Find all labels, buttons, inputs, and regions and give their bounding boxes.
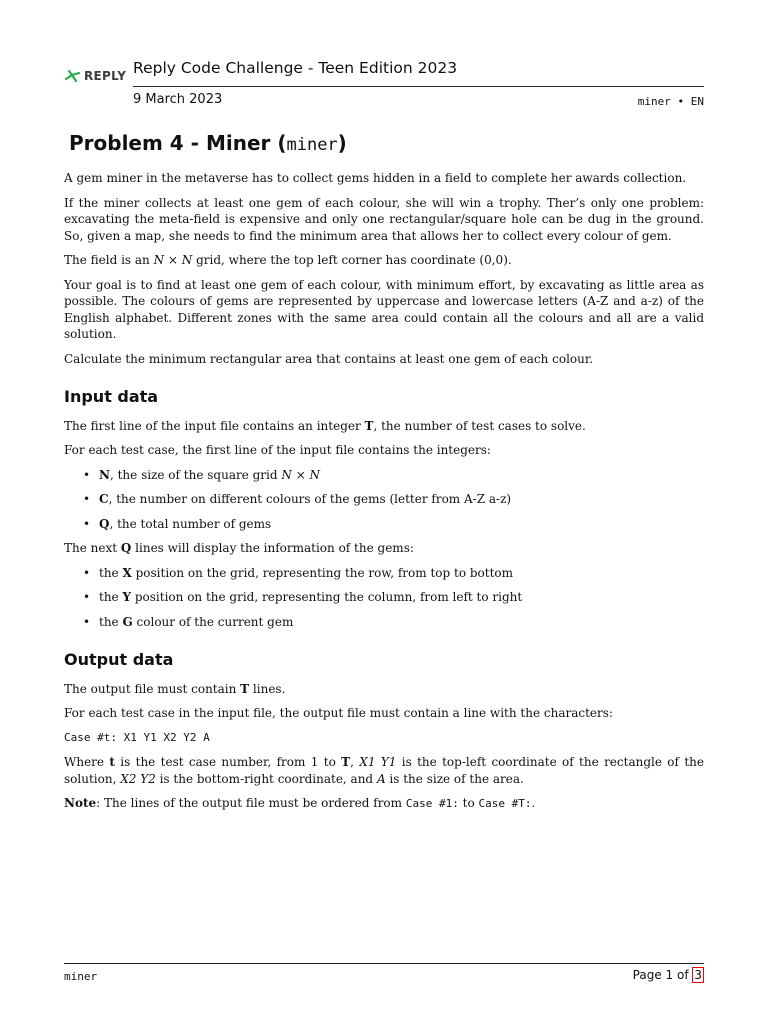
text: lines. xyxy=(249,681,286,696)
bold-var: G xyxy=(122,614,133,629)
text: lines will display the information of the gems: xyxy=(131,541,414,555)
text: The first line of the input file contains an integer xyxy=(64,418,365,433)
inline-code: Case #1: xyxy=(405,797,459,810)
text: , the size of the square grid xyxy=(109,467,282,482)
list-item xyxy=(64,516,704,533)
logo-text: REPLY xyxy=(84,69,127,83)
output-paragraph-1 xyxy=(64,681,704,698)
bold-var: Q xyxy=(120,541,132,555)
title-code: miner xyxy=(286,135,338,155)
intro-paragraph-2: If the miner collects at least one gem of each colour, she will win a trophy. Ther’s only one problem: excavating the meta-field is expensive and only one rectangular/square hole can be dug in the ground. So, given a map, she needs to find the minimum area that allows her to collect every colour of gem. xyxy=(64,195,704,243)
header-divider xyxy=(133,86,704,87)
task-language-tag xyxy=(638,95,704,108)
language-label: EN xyxy=(690,95,704,108)
note-label: Note xyxy=(64,796,97,810)
text: Where xyxy=(64,755,110,769)
text: The next xyxy=(64,541,121,555)
list-item xyxy=(64,565,704,582)
text: colour of the current gem xyxy=(132,614,294,629)
math: X1 Y1 xyxy=(359,755,397,769)
output-heading: Output data xyxy=(64,650,174,669)
text: is the size of the area. xyxy=(385,771,524,786)
bold-var: X xyxy=(122,565,132,580)
problem-title xyxy=(69,131,347,155)
text: position on the grid, representing the column, from left to right xyxy=(131,590,523,604)
title-suffix: ) xyxy=(337,131,347,155)
footer-divider xyxy=(64,963,704,964)
input-list-1 xyxy=(64,467,704,533)
text: , the number of test cases to solve. xyxy=(373,418,586,433)
input-paragraph-1 xyxy=(64,418,704,435)
intro-paragraph-3 xyxy=(64,252,704,269)
page-prefix: Page 1 of xyxy=(632,968,693,982)
input-heading: Input data xyxy=(64,387,159,406)
inline-code: Case #T: xyxy=(478,797,532,810)
bullet: • xyxy=(83,565,91,580)
text: position on the grid, representing the row, from top to bottom xyxy=(131,565,514,580)
text: is the bottom-right coordinate, and xyxy=(155,771,377,786)
list-item xyxy=(64,467,704,484)
text: the xyxy=(99,590,123,604)
reply-logo xyxy=(64,69,126,83)
text: grid, where the top left corner has coordinate (0,0). xyxy=(192,253,512,267)
bold-var: T xyxy=(341,755,351,769)
problem-body xyxy=(64,170,704,821)
bold-var: t xyxy=(109,755,115,769)
bullet: • xyxy=(83,516,91,531)
page-indicator xyxy=(633,968,704,982)
text: , xyxy=(350,755,360,769)
reply-arrow-icon xyxy=(64,69,82,83)
bold-var: Q xyxy=(99,516,110,531)
text: is the top-left coordinate of the rectangle of the solution, xyxy=(64,755,704,786)
input-list-2 xyxy=(64,565,704,631)
text: . xyxy=(531,796,536,810)
output-paragraph-2: For each test case in the input file, the output file must contain a line with the characters: xyxy=(64,706,613,720)
text: to xyxy=(458,796,479,810)
math-grid: N × N xyxy=(153,253,193,267)
bullet: • xyxy=(83,614,91,629)
bullet: • xyxy=(83,590,91,604)
bold-var: T xyxy=(364,418,374,433)
output-paragraph-3 xyxy=(64,754,704,787)
text: The field is an xyxy=(64,253,154,267)
intro-paragraph-1: A gem miner in the metaverse has to collect gems hidden in a field to complete her awards collection. xyxy=(64,171,687,185)
bold-var: N xyxy=(99,467,110,482)
text: , the number on different colours of the gems (letter from A-Z a-z) xyxy=(108,492,512,506)
task-name: miner xyxy=(637,95,671,108)
input-paragraph-3 xyxy=(64,540,704,557)
contest-title: Reply Code Challenge - Teen Edition 2023 xyxy=(133,59,458,77)
text: , the total number of gems xyxy=(109,516,272,531)
bullet: • xyxy=(83,492,91,506)
text: the xyxy=(99,614,123,629)
text: The output file must contain xyxy=(64,681,241,696)
text: is the test case number, from 1 to xyxy=(114,755,342,769)
text: : The lines of the output file must be ordered from xyxy=(96,796,406,810)
bold-var: T xyxy=(240,681,250,696)
footer-task-name: miner xyxy=(64,970,98,983)
text: the xyxy=(99,565,123,580)
list-item xyxy=(64,614,704,631)
bold-var: Y xyxy=(122,590,132,604)
math: A xyxy=(376,771,386,786)
separator-bullet: • xyxy=(677,95,685,108)
list-item xyxy=(64,491,704,508)
list-item xyxy=(64,589,704,606)
intro-paragraph-4: Your goal is to find at least one gem of each colour, with minimum effort, by excavating as little area as possible. The colours of gems are represented by uppercase and lowercase letters (A-Z and a-z) of the English alphabet. Different zones with the same area could contain all the colours and all are a valid solution. xyxy=(64,277,704,341)
output-format-code: Case #t: X1 Y1 X2 Y2 A xyxy=(64,730,210,744)
output-note xyxy=(64,795,704,813)
title-prefix: Problem 4 - Miner ( xyxy=(69,131,287,155)
math: N × N xyxy=(281,467,321,482)
intro-paragraph-5: Calculate the minimum rectangular area that contains at least one gem of each colour. xyxy=(64,351,594,366)
bullet: • xyxy=(83,467,91,482)
bold-var: C xyxy=(99,492,109,506)
total-pages-link[interactable]: 3 xyxy=(694,968,702,982)
math: X2 Y2 xyxy=(120,771,156,786)
contest-date: 9 March 2023 xyxy=(133,92,223,107)
input-paragraph-2: For each test case, the first line of the input file contains the integers: xyxy=(64,443,491,457)
